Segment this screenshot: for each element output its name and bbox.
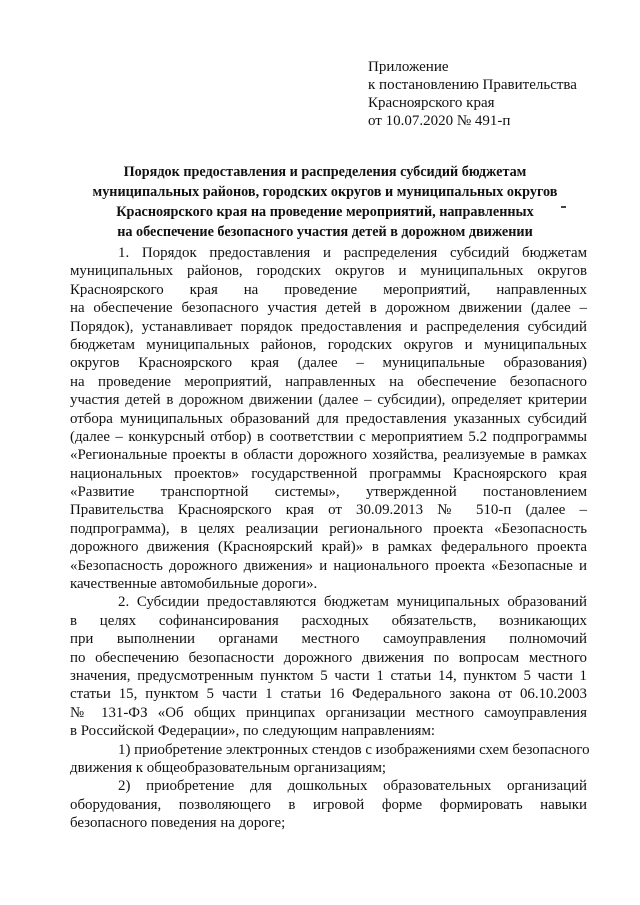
paragraph-1-line: на проведение мероприятий, направленных на обеспечение безопасного <box>70 373 587 390</box>
list-item-2-line: безопасного поведения на дороге; <box>70 815 286 832</box>
paragraph-1-line: участия детей в дорожном движении (далее – субсидии), определяет критерии <box>70 392 587 409</box>
paragraph-1-line: Красноярского края на проведение мероприятий, направленных <box>70 281 587 298</box>
paragraph-1-line: округов Красноярского края (далее – муниципальные образования) <box>70 355 587 372</box>
paragraph-1-line: Правительства Красноярского края от 30.09.2013 № 510-п (далее – <box>70 502 587 519</box>
paragraph-1-line: на обеспечение безопасного участия детей в дорожном движении (далее – <box>70 300 587 317</box>
paragraph-2-line: № 131-ФЗ «Об общих принципах организации местного самоуправления <box>70 704 587 721</box>
document-body <box>70 244 590 833</box>
scan-mark <box>561 206 566 208</box>
appendix-reference: к постановлению Правительства <box>368 77 577 93</box>
title-line: Красноярского края на проведение мероприятий, направленных <box>116 204 534 220</box>
paragraph-1-line: отбора муниципальных образований для предоставления указанных субсидий <box>70 410 587 427</box>
paragraph-2-line: статьи 15, пунктом 5 части 1 статьи 16 Федерального закона от 06.10.2003 <box>70 686 587 703</box>
title-line: на обеспечение безопасного участия детей в дорожном движении <box>117 224 533 240</box>
list-item-1-line: движения к общеобразовательным организациям; <box>70 759 387 776</box>
paragraph-1-line: национальных проектов» государственной программы Красноярского края <box>70 465 587 482</box>
paragraph-2-line: 2. Субсидии предоставляются бюджетам муниципальных образований <box>118 594 587 611</box>
paragraph-1-line: 1. Порядок предоставления и распределения субсидий бюджетам <box>118 245 587 261</box>
paragraph-1-line: качественные автомобильные дороги». <box>70 576 318 593</box>
paragraph-2-line: в целях софинансирования расходных обязательств, возникающих <box>70 612 587 629</box>
appendix-region: Красноярского края <box>368 95 495 111</box>
paragraph-2-line: при выполнении органами местного самоуправления полномочий <box>70 631 587 648</box>
paragraph-1-line: бюджетам муниципальных районов, городских округов и муниципальных <box>70 336 587 353</box>
paragraph-1-line: (далее – конкурсный отбор) в соответствии с мероприятием 5.2 подпрограммы <box>70 428 587 445</box>
appendix-date-number: от 10.07.2020 № 491-п <box>368 113 511 129</box>
paragraph-2-line: в Российской Федерации», по следующим направлениям: <box>70 723 436 740</box>
list-item-2-line: оборудования, позволяющего в игровой форме формировать навыки <box>70 796 587 813</box>
document-title <box>60 162 590 242</box>
title-line: муниципальных районов, городских округов и муниципальных округов <box>92 184 558 200</box>
paragraph-1-line: дорожного движения (Красноярский край)» в рамках федерального проекта <box>70 539 587 556</box>
title-line: Порядок предоставления и распределения субсидий бюджетам <box>123 164 527 180</box>
list-item-1-line: 1) приобретение электронных стендов с изображениями схем безопасного <box>118 741 590 758</box>
appendix-block <box>368 58 618 130</box>
list-item-2-line: 2) приобретение для дошкольных образовательных организаций <box>118 778 587 795</box>
paragraph-1-line: «Развитие транспортной системы», утвержденной постановлением <box>70 484 587 501</box>
paragraph-1-line: подпрограмма), в целях реализации регионального проекта «Безопасность <box>70 520 587 537</box>
paragraph-2-line: значения, предусмотренным пунктом 5 части 1 статьи 14, пунктом 5 части 1 <box>70 667 587 684</box>
appendix-title: Приложение <box>368 59 449 75</box>
paragraph-1-line: муниципальных районов, городских округов и муниципальных округов <box>70 263 587 280</box>
paragraph-1-line: Порядок), устанавливает порядок предоставления и распределения субсидий <box>70 318 587 335</box>
paragraph-1-line: «Региональные проекты в области дорожного хозяйства, реализуемые в рамках <box>70 447 587 464</box>
paragraph-1-line: «Безопасность дорожного движения» и национального проекта «Безопасные и <box>70 557 587 574</box>
paragraph-2-line: по обеспечению безопасности дорожного движения по вопросам местного <box>70 649 587 666</box>
